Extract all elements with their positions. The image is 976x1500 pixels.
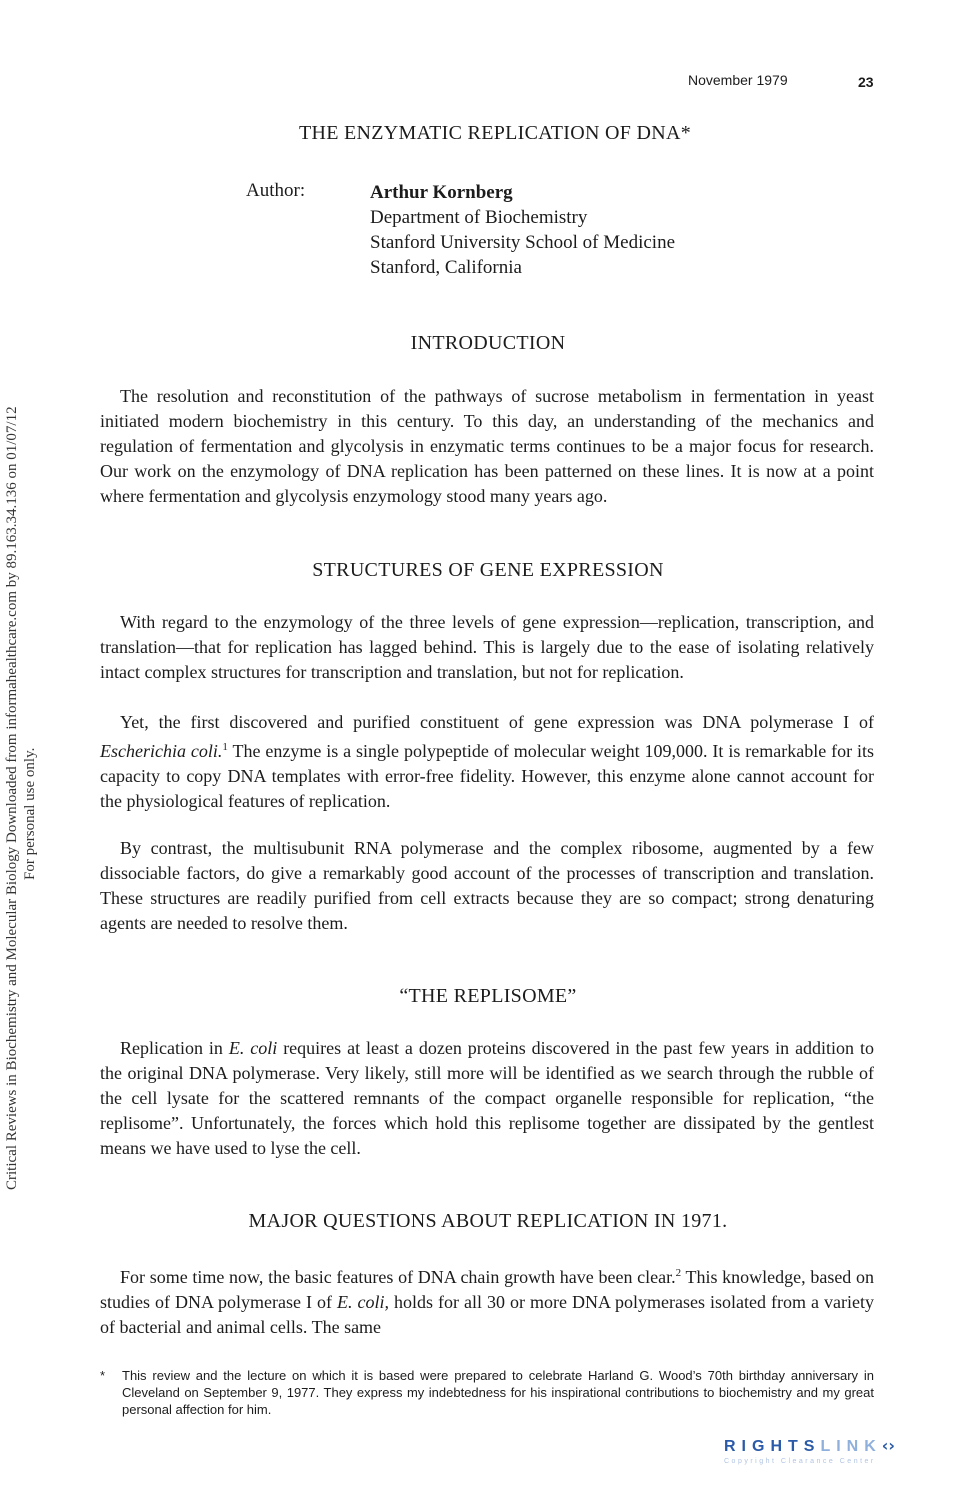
- major-text-a: For some time now, the basic features of DNA chain growth have been clear.: [120, 1267, 676, 1287]
- author-name: Arthur Kornberg: [370, 182, 513, 203]
- paragraph-structures-2: [100, 710, 874, 814]
- footnote: [100, 1367, 874, 1418]
- author-block: [370, 180, 675, 280]
- author-department: Department of Biochemistry: [370, 207, 588, 228]
- major-text-b: This knowledge, based on studies of DNA polymerase I of: [100, 1267, 874, 1312]
- species-name: E. coli,: [337, 1292, 390, 1312]
- author-label: Author:: [246, 180, 306, 201]
- logo-word-rights: RIGHTS: [724, 1438, 821, 1455]
- paragraph-structures-3: By contrast, the multisubunit RNA polymerase and the complex ribosome, augmented by a few dissociable factors, do give a remarkably good account of the processes of transcription and translation. These structures are readily purified from cell extracts because they are so compact; strong denaturing agents are needed to resolve them.: [100, 838, 874, 933]
- paragraph-major-questions: [100, 1261, 874, 1340]
- logo-subtitle: Copyright Clearance Center: [724, 1458, 876, 1465]
- replisome-text-b: requires at least a dozen proteins discovered in the past few years in addition to the original DNA polymerase. Very likely, still more will be identified as we search through the rubble of the cell lysate for the scattered remnants of the compact organelle responsible for replication, “the replisome”. Unfortunately, the forces which hold this replisome together are dissipated by the gentlest means we have used to lyse the cell.: [100, 1038, 874, 1158]
- download-notice-line: Critical Reviews in Biochemistry and Molecular Biology Downloaded from informahealthcare.com by 89.163.34.136 on 01/07/12: [4, 406, 20, 1190]
- species-name: E. coli: [228, 1038, 278, 1058]
- personal-use-notice: For personal use only.: [22, 747, 38, 880]
- paragraph-introduction: The resolution and reconstitution of the pathways of sucrose metabolism in fermentation in yeast initiated modern biochemistry in this century. To this day, an understanding of the mechanics and regulation of fermentation and glycolysis in enzymatic terms continues to be a major focus for research. Our work on the enzymology of DNA replication has been patterned on these lines. It is now at a point where fermentation and glycolysis enzymology stood many years ago.: [100, 386, 874, 506]
- major-text-c: holds for all 30 or more DNA polymerases isolated from a variety of bacterial and animal cells. The same: [100, 1292, 874, 1337]
- reference-mark: 1: [222, 741, 228, 753]
- replisome-text-a: Replication in: [120, 1038, 229, 1058]
- heading-replisome: “THE REPLISOME”: [399, 985, 577, 1007]
- article-title: THE ENZYMATIC REPLICATION OF DNA*: [298, 122, 692, 144]
- heading-major-questions: MAJOR QUESTIONS ABOUT REPLICATION IN 1971.: [248, 1210, 728, 1232]
- page-number: 23: [858, 74, 874, 90]
- running-header: [688, 72, 874, 90]
- footnote-mark: *: [100, 1368, 106, 1383]
- p2-text-a: Yet, the first discovered and purified constituent of gene expression was DNA polymerase I of: [120, 712, 874, 732]
- download-notice: [0, 0, 40, 1500]
- heading-introduction: INTRODUCTION: [410, 332, 566, 354]
- logo-arrow-icon: ‹›: [881, 1436, 895, 1455]
- paragraph-replisome: [100, 1036, 874, 1161]
- author-location: Stanford, California: [370, 257, 522, 278]
- footnote-text: This review and the lecture on which it is based were prepared to celebrate Harland G. Wood’s 70th birthday anniversary in Cleveland on September 9, 1977. They express my indebtedness for his inspirational contributions to biochemistry and my great personal affection for him.: [122, 1368, 874, 1417]
- logo-word-link: LINK: [820, 1438, 882, 1455]
- heading-structures: STRUCTURES OF GENE EXPRESSION: [312, 559, 664, 581]
- paragraph-structures-1: With regard to the enzymology of the three levels of gene expression—replication, transcription, and translation—that for replication has lagged behind. This is largely due to the ease of isolating relatively intact complex structures for transcription and translation, but not for replication.: [100, 612, 874, 682]
- p2-text-b: The enzyme is a single polypeptide of molecular weight 109,000. It is remarkable for its capacity to copy DNA templates with error-free fidelity. However, this enzyme alone cannot account for the physiological features of replication.: [100, 741, 874, 811]
- reference-mark: 2: [675, 1267, 682, 1279]
- rightslink-logo: [724, 1436, 974, 1476]
- author-school: Stanford University School of Medicine: [370, 232, 676, 253]
- species-name: Escherichia coli.: [100, 741, 223, 761]
- header-date: November 1979: [688, 72, 788, 88]
